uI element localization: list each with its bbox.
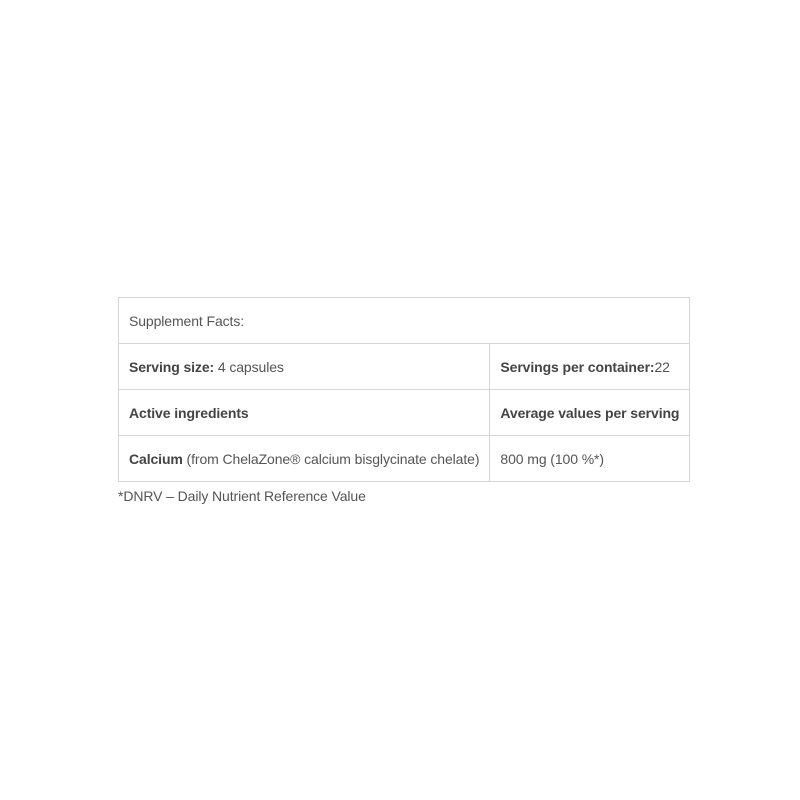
serving-size-cell	[119, 344, 490, 390]
header-average-values: Average values per serving	[490, 390, 690, 436]
ingredient-source: (from ChelaZone® calcium bisglycinate chelate)	[182, 450, 480, 467]
servings-per-container-cell	[490, 344, 690, 390]
ingredient-amount: 800 mg (100 %*)	[490, 436, 690, 482]
serving-size-value: 4 capsules	[214, 358, 284, 375]
table-title: Supplement Facts:	[119, 298, 690, 344]
ingredient-name: Calcium	[129, 450, 183, 467]
servings-per-container-value: 22	[654, 358, 670, 375]
servings-per-container-label: Servings per container:	[500, 358, 655, 375]
serving-row	[119, 344, 690, 390]
header-active-ingredients: Active ingredients	[119, 390, 490, 436]
supplement-facts-table	[118, 297, 690, 482]
serving-size-label: Serving size:	[129, 358, 215, 375]
table-row	[119, 436, 690, 482]
ingredient-cell	[119, 436, 490, 482]
header-row	[119, 390, 690, 436]
footnote: *DNRV – Daily Nutrient Reference Value	[118, 488, 366, 504]
title-row	[119, 298, 690, 344]
